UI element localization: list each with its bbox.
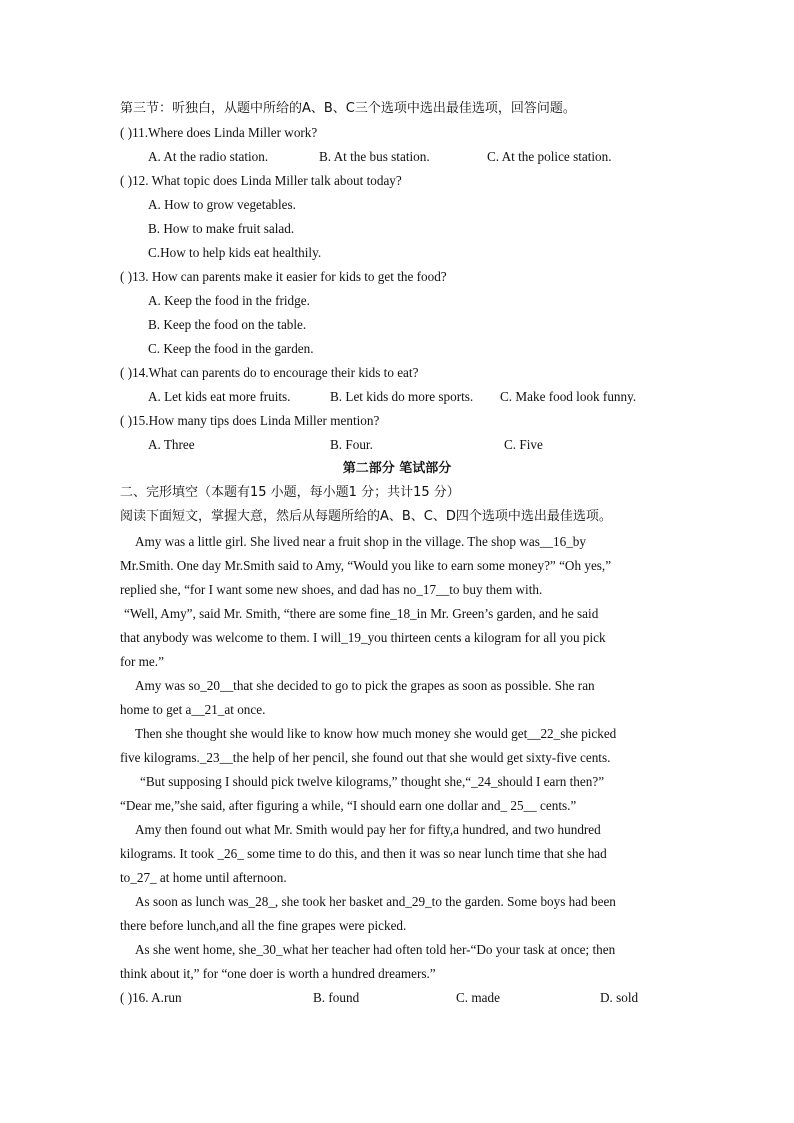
q16-option-d: D. sold — [600, 990, 639, 1005]
q15-option-a: A. Three — [148, 437, 195, 452]
question-16: ( )16. A.run — [120, 990, 182, 1005]
passage-line: “But supposing I should pick twelve kilograms,” thought she,“_24_should I earn then?” — [140, 774, 605, 789]
passage-line: replied she, “for I want some new shoes, and dad has no_17__to buy them with. — [120, 582, 543, 597]
passage-line: Amy was a little girl. She lived near a fruit shop in the village. The shop was__16_by — [135, 534, 586, 549]
cloze-instruction: 阅读下面短文，掌握大意，然后从每题所给的A、B、C、D四个选项中选出最佳选项。 — [120, 509, 612, 524]
q15-option-c: C. Five — [504, 437, 543, 452]
q16-option-b: B. found — [313, 990, 360, 1005]
q13-option-a: A. Keep the food in the fridge. — [148, 293, 310, 308]
passage-line: for me.” — [120, 654, 164, 669]
q11-option-a: A. At the radio station. — [148, 149, 269, 164]
passage-line: there before lunch,and all the fine grapes were picked. — [120, 918, 407, 933]
q12-option-a: A. How to grow vegetables. — [148, 197, 296, 212]
passage-line: Amy then found out what Mr. Smith would pay her for fifty,a hundred, and two hundred — [135, 822, 601, 837]
question-12: ( )12. What topic does Linda Miller talk about today? — [120, 173, 402, 188]
q14-option-a: A. Let kids eat more fruits. — [148, 389, 291, 404]
q13-option-b: B. Keep the food on the table. — [148, 317, 307, 332]
q15-option-b: B. Four. — [330, 437, 373, 452]
passage-line: that anybody was welcome to them. I will_19_you thirteen cents a kilogram for all you pick — [120, 630, 606, 645]
passage-line: As she went home, she_30_what her teacher had often told her-“Do your task at once; then — [135, 942, 616, 957]
question-11: ( )11.Where does Linda Miller work? — [120, 125, 318, 140]
cloze-heading: 二、完形填空（本题有15 小题，每小题1 分；共计15 分） — [120, 485, 460, 500]
question-14: ( )14.What can parents do to encourage their kids to eat? — [120, 365, 419, 380]
q12-option-b: B. How to make fruit salad. — [148, 221, 295, 236]
passage-line: “Dear me,”she said, after figuring a while, “I should earn one dollar and_ 25__ cents.” — [120, 798, 577, 813]
q12-option-c: C.How to help kids eat healthily. — [148, 245, 322, 260]
q13-option-c: C. Keep the food in the garden. — [148, 341, 314, 356]
part2-title: 第二部分 笔试部分 — [342, 461, 452, 476]
passage-line: Amy was so_20__that she decided to go to pick the grapes as soon as possible. She ran — [135, 678, 595, 693]
section3-heading: 第三节：听独白，从题中所给的A、B、C三个选项中选出最佳选项，回答问题。 — [120, 101, 576, 116]
question-13: ( )13. How can parents make it easier for kids to get the food? — [120, 269, 447, 284]
q16-option-c: C. made — [456, 990, 500, 1005]
passage-line: think about it,” for “one doer is worth a hundred dreamers.” — [120, 966, 436, 981]
passage-line: Mr.Smith. One day Mr.Smith said to Amy, “Would you like to earn some money?” “Oh yes,” — [120, 558, 612, 573]
passage-line: home to get a__21_at once. — [120, 702, 266, 717]
passage-line: five kilograms._23__the help of her pencil, she found out that she would get sixty-five cents. — [120, 750, 611, 765]
q14-option-b: B. Let kids do more sports. — [330, 389, 474, 404]
passage-line: Then she thought she would like to know how much money she would get__22_she picked — [135, 726, 617, 741]
passage-line: “Well, Amy”, said Mr. Smith, “there are some fine_18_in Mr. Green’s garden, and he said — [124, 606, 599, 621]
q11-option-b: B. At the bus station. — [319, 149, 430, 164]
passage-line: to_27_ at home until afternoon. — [120, 870, 287, 885]
passage-line: kilograms. It took _26_ some time to do this, and then it was so near lunch time that she had — [120, 846, 607, 861]
passage-line: As soon as lunch was_28_, she took her basket and_29_to the garden. Some boys had been — [135, 894, 616, 909]
q11-option-c: C. At the police station. — [487, 149, 612, 164]
q14-option-c: C. Make food look funny. — [500, 389, 637, 404]
question-15: ( )15.How many tips does Linda Miller mention? — [120, 413, 380, 428]
